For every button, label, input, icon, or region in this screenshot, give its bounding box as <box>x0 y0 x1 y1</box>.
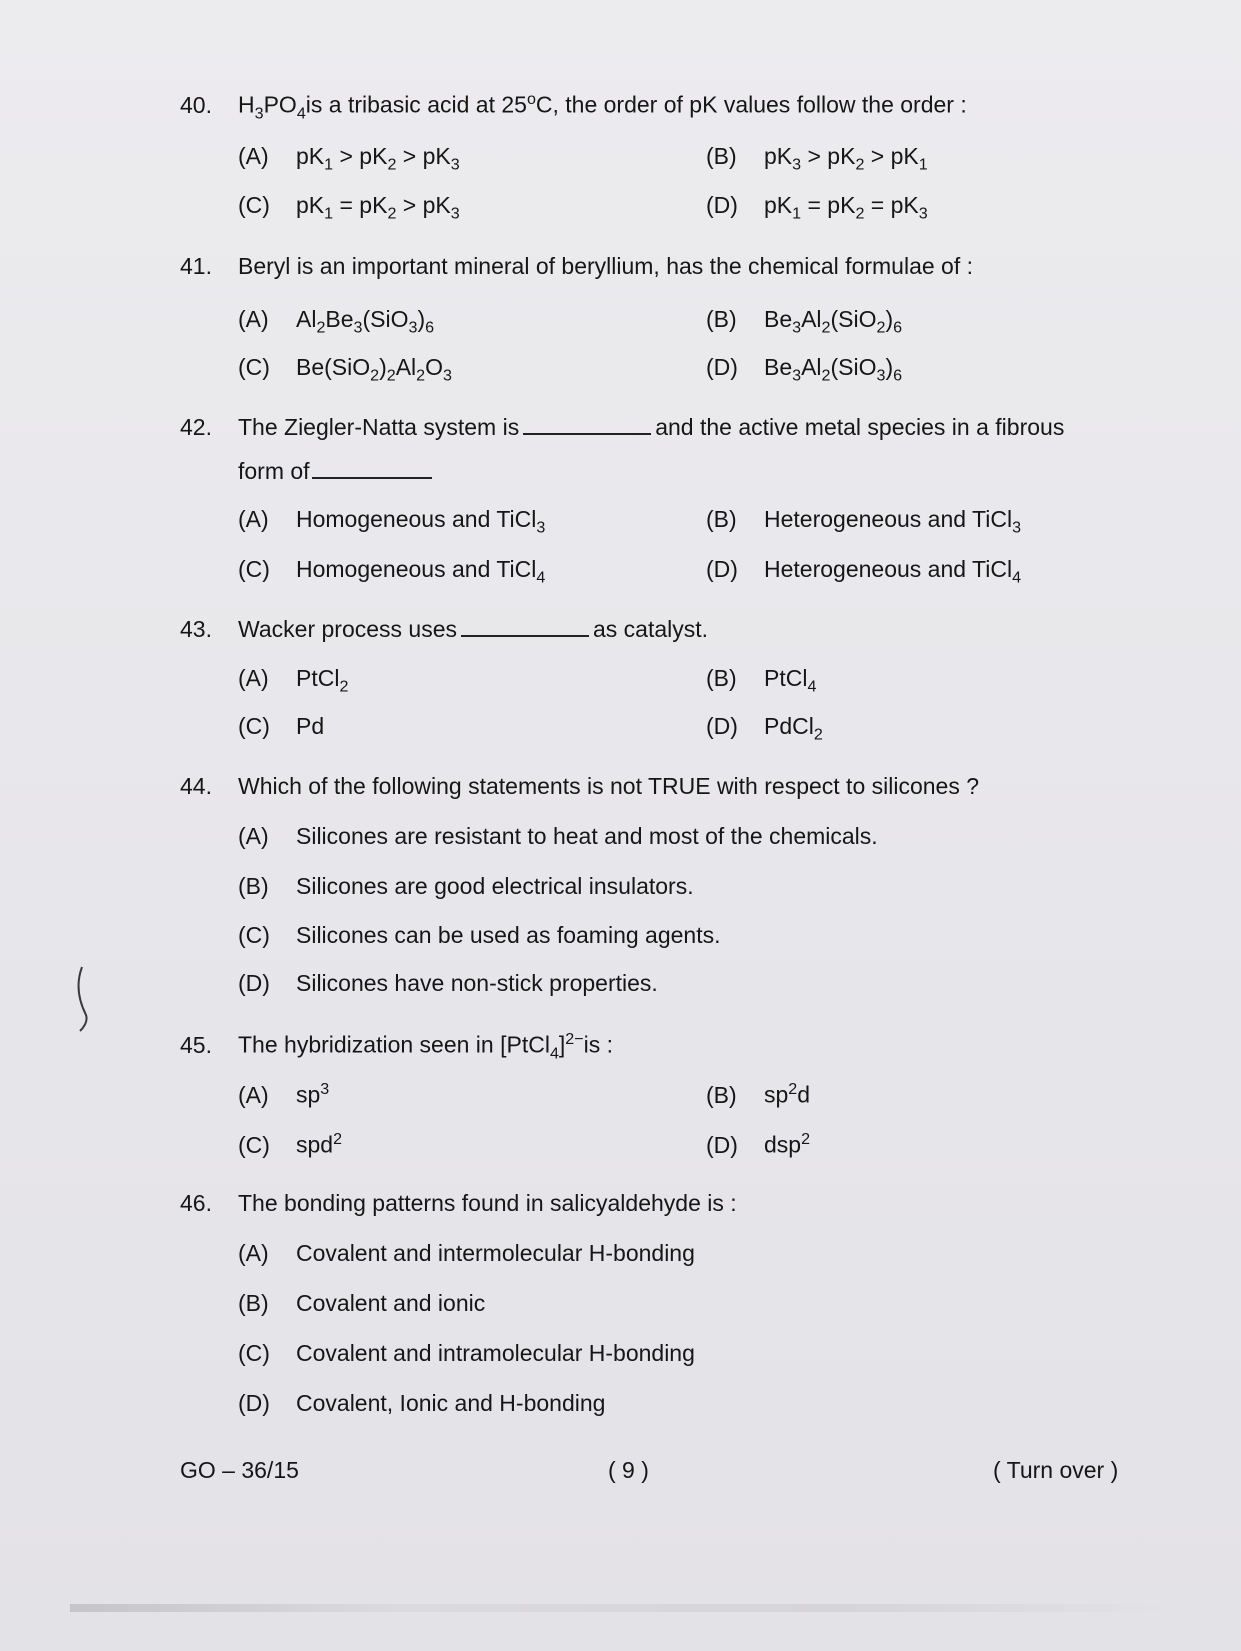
t: = pK <box>333 192 388 218</box>
option-c <box>238 556 545 588</box>
t: pK <box>764 143 793 169</box>
s: 1 <box>792 204 802 223</box>
t: = pK <box>801 192 856 218</box>
t: ) <box>417 306 426 332</box>
t: pK <box>296 192 325 218</box>
s: 3 <box>1012 518 1022 537</box>
t: sp <box>764 1081 789 1108</box>
t: dsp <box>764 1131 802 1158</box>
t: PdCl <box>764 713 814 739</box>
option-label: (B) <box>706 665 737 691</box>
option-label: (C) <box>238 713 270 739</box>
option-c <box>238 192 460 224</box>
s: 2 <box>788 1080 798 1098</box>
question-text: The bonding patterns found in salicyaldehyde is : <box>238 1190 737 1216</box>
text-part: H <box>238 91 255 118</box>
text-part: PO <box>263 91 297 118</box>
option-label: (D) <box>706 556 738 582</box>
question-41-text <box>180 253 973 280</box>
s: 6 <box>893 366 903 385</box>
t: Heterogeneous and TiCl <box>764 556 1013 582</box>
option-text: Covalent, Ionic and H-bonding <box>296 1390 606 1416</box>
question-40-text <box>180 90 967 123</box>
subscript: 3 <box>254 104 264 123</box>
text-part: The hybridization seen in [PtCl <box>238 1031 550 1058</box>
s: 3 <box>918 204 928 223</box>
option-label: (A) <box>238 665 269 691</box>
t: Be <box>764 306 793 332</box>
t: > pK <box>801 143 856 169</box>
option-label: (D) <box>706 354 738 380</box>
subscript: 4 <box>549 1044 559 1063</box>
option-text: Silicones have non-stick properties. <box>296 970 658 996</box>
s: 3 <box>408 318 418 337</box>
t: (SiO <box>830 306 877 332</box>
option-label: (C) <box>238 1131 270 1158</box>
option-label: (A) <box>238 143 269 169</box>
s: 3 <box>450 204 460 223</box>
question-44-text <box>180 773 979 800</box>
s: 3 <box>536 518 546 537</box>
option-b <box>238 873 694 900</box>
t: d <box>797 1081 811 1108</box>
t: sp <box>296 1081 321 1108</box>
option-c <box>238 1340 695 1367</box>
option-label: (A) <box>238 1240 269 1266</box>
question-46-text <box>180 1190 737 1217</box>
option-label: (A) <box>238 306 269 332</box>
s: 3 <box>792 366 802 385</box>
s: 2 <box>339 677 349 696</box>
option-label: (A) <box>238 1081 269 1108</box>
t: Al <box>801 354 822 380</box>
option-c <box>238 354 452 386</box>
option-c <box>238 922 721 949</box>
s: 1 <box>324 204 334 223</box>
t: Al <box>801 306 822 332</box>
s: 1 <box>324 155 334 174</box>
s: 3 <box>876 366 886 385</box>
t: Al <box>395 354 417 380</box>
question-number: 40. <box>180 91 212 118</box>
s: 6 <box>893 318 903 337</box>
option-c <box>238 713 324 740</box>
option-label: (C) <box>238 192 270 218</box>
option-label: (D) <box>238 1390 270 1416</box>
option-label: (B) <box>238 1290 269 1316</box>
s: 4 <box>1012 568 1022 587</box>
option-text: Silicones are good electrical insulators. <box>296 873 694 899</box>
text-part: is a tribasic acid at 25 <box>305 91 527 118</box>
question-number: 46. <box>180 1190 212 1216</box>
s: 2 <box>876 318 886 337</box>
question-43-text <box>180 616 708 643</box>
superscript: o <box>526 90 536 108</box>
option-text: Covalent and intramolecular H-bonding <box>296 1340 695 1366</box>
question-text: The Ziegler-Natta system is <box>238 414 520 440</box>
answer-blank <box>461 617 589 637</box>
s: 4 <box>807 677 817 696</box>
question-number: 41. <box>180 253 212 279</box>
question-text: form of <box>238 458 310 484</box>
t: Al <box>296 306 317 332</box>
option-label: (C) <box>238 354 270 380</box>
option-a <box>238 506 545 538</box>
subscript: 4 <box>296 104 306 123</box>
option-label: (B) <box>706 143 737 169</box>
question-number: 44. <box>180 773 212 799</box>
option-label: (C) <box>238 1340 270 1366</box>
option-label: (A) <box>238 823 269 849</box>
t: PtCl <box>764 665 808 691</box>
option-d <box>238 970 658 997</box>
question-number: 42. <box>180 414 212 440</box>
option-text: Silicones are resistant to heat and most of the chemicals. <box>296 823 878 849</box>
text-part: ] <box>558 1031 566 1058</box>
s: 2 <box>801 1130 811 1148</box>
option-b <box>706 665 816 697</box>
option-d <box>706 556 1021 588</box>
t: Homogeneous and TiCl <box>296 556 537 582</box>
option-d <box>706 192 928 224</box>
option-label: (D) <box>706 1131 738 1158</box>
t: ) <box>885 306 894 332</box>
option-text: Covalent and ionic <box>296 1290 486 1316</box>
option-d <box>706 354 902 386</box>
s: 2 <box>387 204 397 223</box>
pen-mark <box>70 965 94 1035</box>
scan-edge <box>70 1604 1170 1612</box>
option-b <box>706 1080 810 1109</box>
s: 3 <box>450 155 460 174</box>
option-b <box>706 506 1021 538</box>
option-a <box>238 1080 329 1109</box>
option-label: (C) <box>238 556 270 582</box>
t: O <box>425 354 444 380</box>
t: Homogeneous and TiCl <box>296 506 537 532</box>
t: spd <box>296 1131 334 1158</box>
option-label: (B) <box>706 1081 737 1108</box>
s: 3 <box>353 318 363 337</box>
t: Be(SiO <box>296 354 371 380</box>
option-d <box>238 1390 605 1417</box>
s: 2 <box>333 1130 343 1148</box>
option-d <box>706 1130 810 1159</box>
t: Be <box>325 306 354 332</box>
option-label: (C) <box>238 922 270 948</box>
t: > pK <box>864 143 919 169</box>
question-text: and the active metal species in a fibrous <box>655 414 1065 440</box>
s: 3 <box>320 1080 330 1098</box>
s: 2 <box>386 366 396 385</box>
option-b <box>706 143 928 175</box>
option-label: (B) <box>706 306 737 332</box>
s: 4 <box>536 568 546 587</box>
turn-over-note: ( Turn over ) <box>993 1457 1119 1483</box>
t: ) <box>885 354 894 380</box>
s: 3 <box>443 366 452 385</box>
t: PtCl <box>296 665 340 691</box>
s: 2 <box>416 366 426 385</box>
s: 2 <box>821 318 831 337</box>
s: 2 <box>855 155 865 174</box>
question-number: 45. <box>180 1031 212 1058</box>
s: 2 <box>855 204 865 223</box>
option-label: (D) <box>706 192 738 218</box>
question-45-text <box>180 1030 613 1063</box>
t: = pK <box>864 192 919 218</box>
t: > pK <box>333 143 388 169</box>
option-a <box>238 306 434 338</box>
question-42-text-line2 <box>238 458 436 485</box>
answer-blank <box>523 415 651 435</box>
t: > pK <box>396 192 451 218</box>
t: Be <box>764 354 793 380</box>
option-text: Covalent and intermolecular H-bonding <box>296 1240 695 1266</box>
option-d <box>706 713 823 745</box>
t: (SiO <box>362 306 409 332</box>
option-a <box>238 665 348 697</box>
s: 2 <box>813 725 823 744</box>
option-b <box>238 1290 485 1317</box>
s: 1 <box>918 155 928 174</box>
page-number: ( 9 ) <box>608 1457 649 1483</box>
s: 2 <box>387 155 397 174</box>
option-a <box>238 1240 695 1267</box>
option-label: (D) <box>238 970 270 996</box>
option-c <box>238 1130 342 1159</box>
option-label: (D) <box>706 713 738 739</box>
question-text: Which of the following statements is not TRUE with respect to silicones ? <box>238 773 980 799</box>
t: ) <box>379 354 387 380</box>
question-42-text <box>180 414 1064 441</box>
question-number: 43. <box>180 616 212 642</box>
t: Heterogeneous and TiCl <box>764 506 1013 532</box>
answer-blank <box>312 459 432 479</box>
s: 3 <box>792 318 802 337</box>
s: 6 <box>425 318 435 337</box>
t: (SiO <box>830 354 877 380</box>
option-label: (A) <box>238 506 269 532</box>
s: 2 <box>316 318 326 337</box>
s: 3 <box>792 155 802 174</box>
option-b <box>706 306 902 338</box>
t: pK <box>764 192 793 218</box>
question-text: Wacker process uses <box>238 616 457 642</box>
option-a <box>238 823 878 850</box>
option-a <box>238 143 460 175</box>
option-label: (B) <box>706 506 737 532</box>
text-part: is : <box>583 1031 614 1058</box>
s: 2 <box>821 366 831 385</box>
question-text: Beryl is an important mineral of beryllium, has the chemical formulae of : <box>238 253 974 279</box>
t: > pK <box>396 143 451 169</box>
s: 2 <box>370 366 380 385</box>
option-label: (B) <box>238 873 269 899</box>
option-text: Silicones can be used as foaming agents. <box>296 922 721 948</box>
t: Pd <box>296 713 325 739</box>
superscript: 2− <box>565 1030 584 1048</box>
question-text: as catalyst. <box>593 616 709 642</box>
paper-code: GO – 36/15 <box>180 1457 299 1483</box>
t: pK <box>296 143 325 169</box>
text-part: C, the order of pK values follow the order : <box>535 91 967 118</box>
